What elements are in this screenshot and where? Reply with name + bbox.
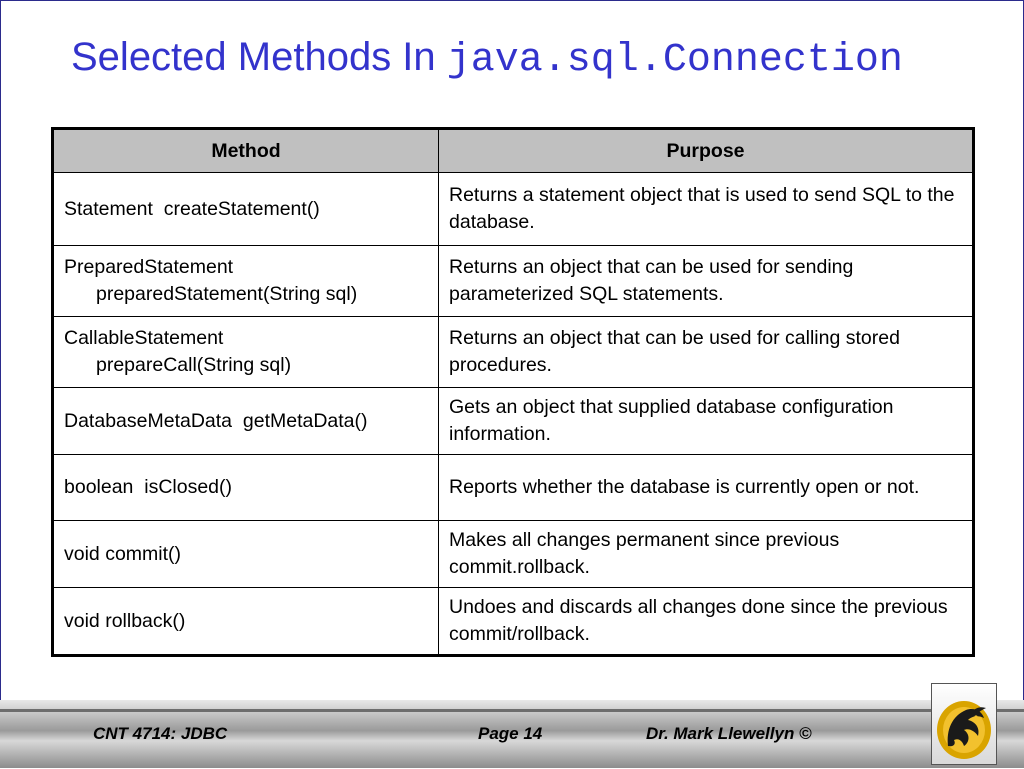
slide-title bbox=[71, 35, 903, 83]
table-row bbox=[53, 388, 974, 455]
method-signature: createStatement() bbox=[163, 197, 320, 220]
return-type: void bbox=[64, 609, 100, 632]
title-text: Selected Methods In bbox=[71, 35, 447, 79]
footer-divider bbox=[0, 709, 1024, 712]
table-header-row bbox=[53, 129, 974, 173]
header-method: Method bbox=[53, 129, 439, 173]
purpose-cell: Reports whether the database is currently open or not. bbox=[439, 455, 974, 521]
method-cell bbox=[53, 317, 439, 388]
purpose-cell: Returns an object that can be used for calling stored procedures. bbox=[439, 317, 974, 388]
method-cell bbox=[53, 455, 439, 521]
method-cell bbox=[53, 521, 439, 588]
method-signature: prepareCall(String sql) bbox=[96, 354, 292, 376]
method-signature: isClosed() bbox=[144, 476, 233, 498]
pegasus-logo-icon bbox=[932, 684, 996, 764]
table-row bbox=[53, 588, 974, 656]
return-type: DatabaseMetaData bbox=[64, 409, 233, 432]
purpose-cell: Returns an object that can be used for sending parameterized SQL statements. bbox=[439, 246, 974, 317]
title-code: java.sql.Connection bbox=[446, 38, 903, 83]
method-cell bbox=[53, 173, 439, 246]
purpose-cell: Returns a statement object that is used to send SQL to the database. bbox=[439, 173, 974, 246]
footer-course: CNT 4714: JDBC bbox=[93, 724, 228, 743]
purpose-cell: Makes all changes permanent since previous commit.rollback. bbox=[439, 521, 974, 588]
method-cell bbox=[53, 588, 439, 656]
method-signature: getMetaData() bbox=[242, 409, 368, 432]
footer-author: Dr. Mark Llewellyn © bbox=[646, 724, 812, 743]
methods-table bbox=[51, 127, 975, 657]
header-purpose: Purpose bbox=[439, 129, 974, 173]
table-row bbox=[53, 246, 974, 317]
method-cell bbox=[53, 246, 439, 317]
method-signature: commit() bbox=[105, 542, 182, 565]
purpose-cell: Undoes and discards all changes done since the previous commit/rollback. bbox=[439, 588, 974, 656]
method-signature: preparedStatement(String sql) bbox=[96, 283, 358, 305]
method-signature: rollback() bbox=[105, 609, 186, 632]
table-row bbox=[53, 455, 974, 521]
return-type: void bbox=[64, 542, 100, 565]
return-type: PreparedStatement bbox=[64, 256, 234, 278]
table-row bbox=[53, 173, 974, 246]
method-cell bbox=[53, 388, 439, 455]
logo-frame bbox=[931, 683, 997, 765]
purpose-cell: Gets an object that supplied database configuration information. bbox=[439, 388, 974, 455]
return-type: Statement bbox=[64, 197, 153, 220]
return-type: boolean bbox=[64, 476, 134, 498]
footer-page-number: Page 14 bbox=[478, 724, 543, 743]
return-type: CallableStatement bbox=[64, 327, 224, 349]
table-row bbox=[53, 521, 974, 588]
table-row bbox=[53, 317, 974, 388]
